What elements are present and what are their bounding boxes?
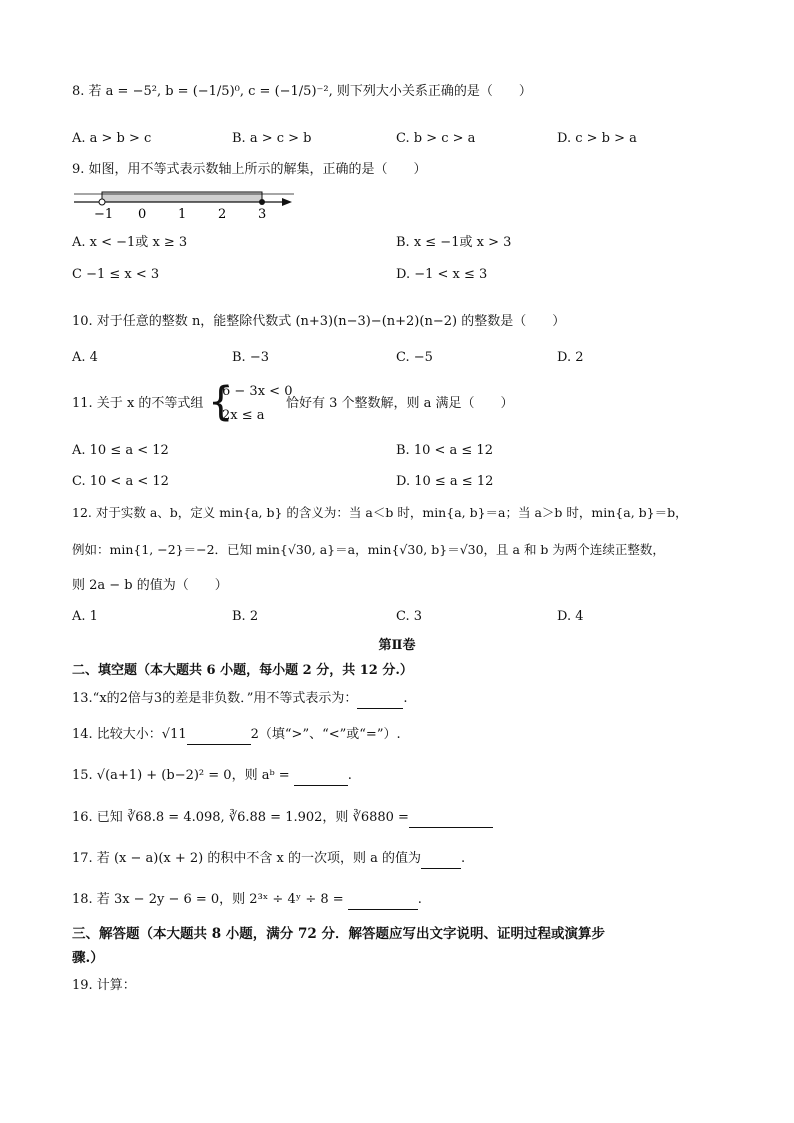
q18 — [72, 890, 422, 910]
q11-prefix: 11. 关于 x 的不等式组 — [72, 396, 204, 411]
q12-line-1: 12. 对于实数 a、b，定义 min{a, b} 的含义为：当 a＜b 时，min{a, b}＝a；当 a＞b 时，min{a, b}＝b， — [72, 505, 688, 520]
q16-answer-blank[interactable] — [409, 813, 493, 828]
q17-end: . — [460, 851, 466, 866]
section-3-heading-line-1: 三、解答题（本大题共 8 小题，满分 72 分．解答题应写出文字说明、证明过程或演算步 — [72, 926, 605, 942]
q17-answer-blank[interactable] — [421, 854, 461, 869]
q18-end: . — [417, 892, 422, 907]
q11-brace-icon: { — [208, 379, 234, 425]
axis-arrow-icon — [282, 198, 292, 206]
q15-answer-blank[interactable] — [294, 771, 348, 786]
q14 — [72, 725, 401, 745]
tick-label: 3 — [258, 207, 267, 222]
q17-text: 17. 若 (x − a)(x + 2) 的积中不含 x 的一次项，则 a 的值为 — [72, 851, 421, 866]
q8-option-b: B. a > c > b — [232, 131, 312, 146]
q11-suffix: 恰好有 3 个整数解，则 a 满足（ ） — [286, 396, 514, 411]
q18-answer-blank[interactable] — [348, 895, 418, 910]
q12-line-2: 例如：min{1, −2}＝−2．已知 min{√30, a}＝a，min{√30, b}＝√30，且 a 和 b 为两个连续正整数， — [72, 542, 665, 557]
closed-endpoint-icon — [259, 199, 265, 205]
q12-option-d: D. 4 — [557, 609, 584, 624]
q11-system-line-1: 6 − 3x < 0 — [222, 384, 293, 399]
q14-end: 2（填“>”、“<”或“=”）. — [250, 727, 401, 742]
q13-end: . — [403, 691, 408, 706]
q14-text: 14. 比较大小：√11 — [72, 727, 187, 742]
q14-answer-blank[interactable] — [187, 730, 251, 745]
section-2-title: 第Ⅱ卷 — [378, 638, 416, 653]
q10-option-d: D. 2 — [557, 350, 584, 365]
q12-option-b: B. 2 — [232, 609, 259, 624]
q12-line-3: 则 2a − b 的值为（ ） — [72, 578, 228, 593]
q11-option-a: A. 10 ≤ a < 12 — [72, 443, 169, 458]
q16-text: 16. 已知 ∛68.8 = 4.098, ∛6.88 = 1.902，则 ∛6880 = — [72, 810, 409, 825]
q15-end: . — [347, 768, 352, 783]
solution-region-shading — [102, 192, 262, 202]
q11-option-d: D. 10 ≤ a ≤ 12 — [396, 474, 494, 489]
q9-stem: 9. 如图，用不等式表示数轴上所示的解集，正确的是（ ） — [72, 162, 427, 177]
tick-label: 0 — [138, 207, 147, 222]
q12-option-a: A. 1 — [72, 609, 98, 624]
q19: 19. 计算： — [72, 978, 136, 993]
q18-text: 18. 若 3x − 2y − 6 = 0，则 2³ˣ ÷ 4ʸ ÷ 8 = — [72, 892, 344, 907]
q8-stem: 8. 若 a = −5², b = (−1/5)⁰, c = (−1/5)⁻², 则下列大小关系正确的是（ ） — [72, 84, 532, 99]
q9-option-c: C −1 ≤ x < 3 — [72, 267, 160, 282]
q17 — [72, 849, 465, 869]
q12-option-c: C. 3 — [396, 609, 423, 624]
q10-stem: 10. 对于任意的整数 n，能整除代数式 (n+3)(n−3)−(n+2)(n−2) 的整数是（ ） — [72, 314, 566, 329]
q13-text: 13.“x的2倍与3的差是非负数．”用不等式表示为： — [72, 691, 358, 706]
section-3-heading-line-2: 骤.） — [72, 950, 104, 966]
q9-option-d: D. −1 < x ≤ 3 — [396, 267, 488, 282]
q11-option-b: B. 10 < a ≤ 12 — [396, 443, 493, 458]
q11-system-line-2: 2x ≤ a — [222, 408, 265, 423]
q8-option-a: A. a > b > c — [72, 131, 152, 146]
q15-text: 15. √(a+1) + (b−2)² = 0，则 aᵇ = — [72, 768, 290, 783]
q8-option-d: D. c > b > a — [557, 131, 637, 146]
q15 — [72, 766, 352, 786]
q9-option-b: B. x ≤ −1或 x > 3 — [396, 235, 512, 250]
q10-option-b: B. −3 — [232, 350, 269, 365]
q11-option-c: C. 10 < a < 12 — [72, 474, 169, 489]
q13-answer-blank[interactable] — [357, 694, 403, 709]
q16 — [72, 808, 493, 828]
q13 — [72, 689, 407, 709]
tick-label: 1 — [178, 207, 187, 222]
q10-option-c: C. −5 — [396, 350, 433, 365]
q9-option-a: A. x < −1或 x ≥ 3 — [72, 235, 188, 250]
tick-label: 2 — [218, 207, 227, 222]
q8-option-c: C. b > c > a — [396, 131, 476, 146]
tick-label: −1 — [94, 207, 114, 222]
number-line-figure — [72, 184, 302, 224]
open-endpoint-icon — [99, 199, 105, 205]
section-2-heading: 二、填空题（本大题共 6 小题，每小题 2 分，共 12 分.） — [72, 663, 413, 678]
q10-option-a: A. 4 — [72, 350, 98, 365]
